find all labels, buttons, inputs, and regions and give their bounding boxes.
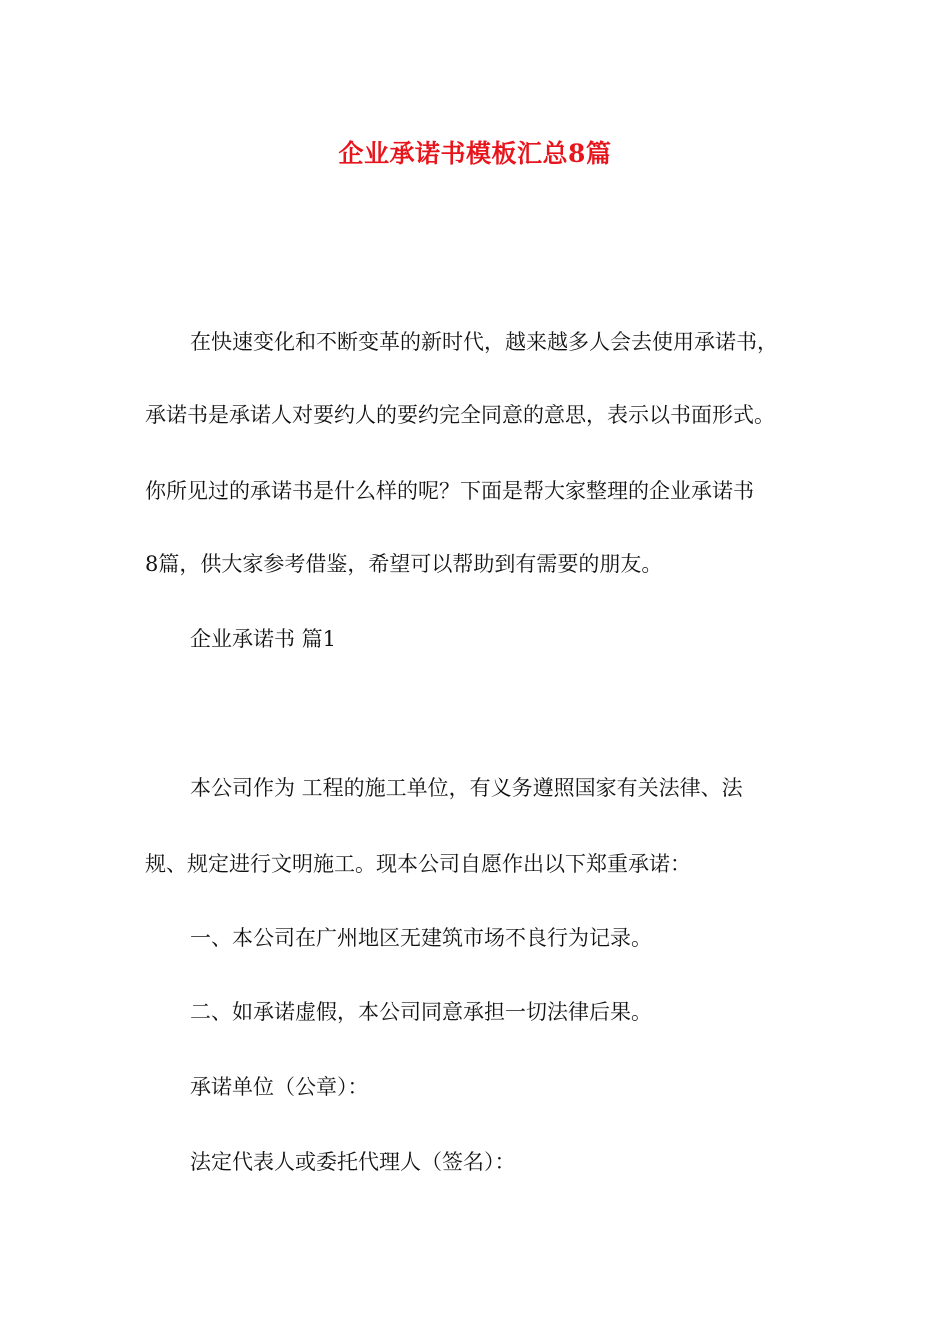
- intro-line-3: 你所见过的承诺书是什么样的呢？下面是帮大家整理的企业承诺书: [145, 479, 754, 503]
- body-line-2: 规、规定进行文明施工。现本公司自愿作出以下郑重承诺：: [145, 852, 691, 876]
- document-title: 企业承诺书模板汇总8篇: [338, 139, 612, 168]
- body-line-3: 一、本公司在广州地区无建筑市场不良行为记录。: [190, 926, 652, 950]
- intro-line-2: 承诺书是承诺人对要约人的要约完全同意的意思，表示以书面形式。: [145, 403, 775, 427]
- signature-representative-line: 法定代表人或委托代理人（签名）：: [190, 1150, 516, 1174]
- signature-unit-line: 承诺单位（公章）：: [190, 1075, 369, 1099]
- intro-line-1: 在快速变化和不断变革的新时代，越来越多人会去使用承诺书，: [190, 330, 778, 354]
- body-line-1: 本公司作为 工程的施工单位，有义务遵照国家有关法律、法: [190, 776, 743, 800]
- intro-line-4: 8篇，供大家参考借鉴，希望可以帮助到有需要的朋友。: [145, 552, 663, 576]
- section-heading: 企业承诺书 篇1: [190, 627, 337, 651]
- body-line-4: 二、如承诺虚假，本公司同意承担一切法律后果。: [190, 1000, 652, 1024]
